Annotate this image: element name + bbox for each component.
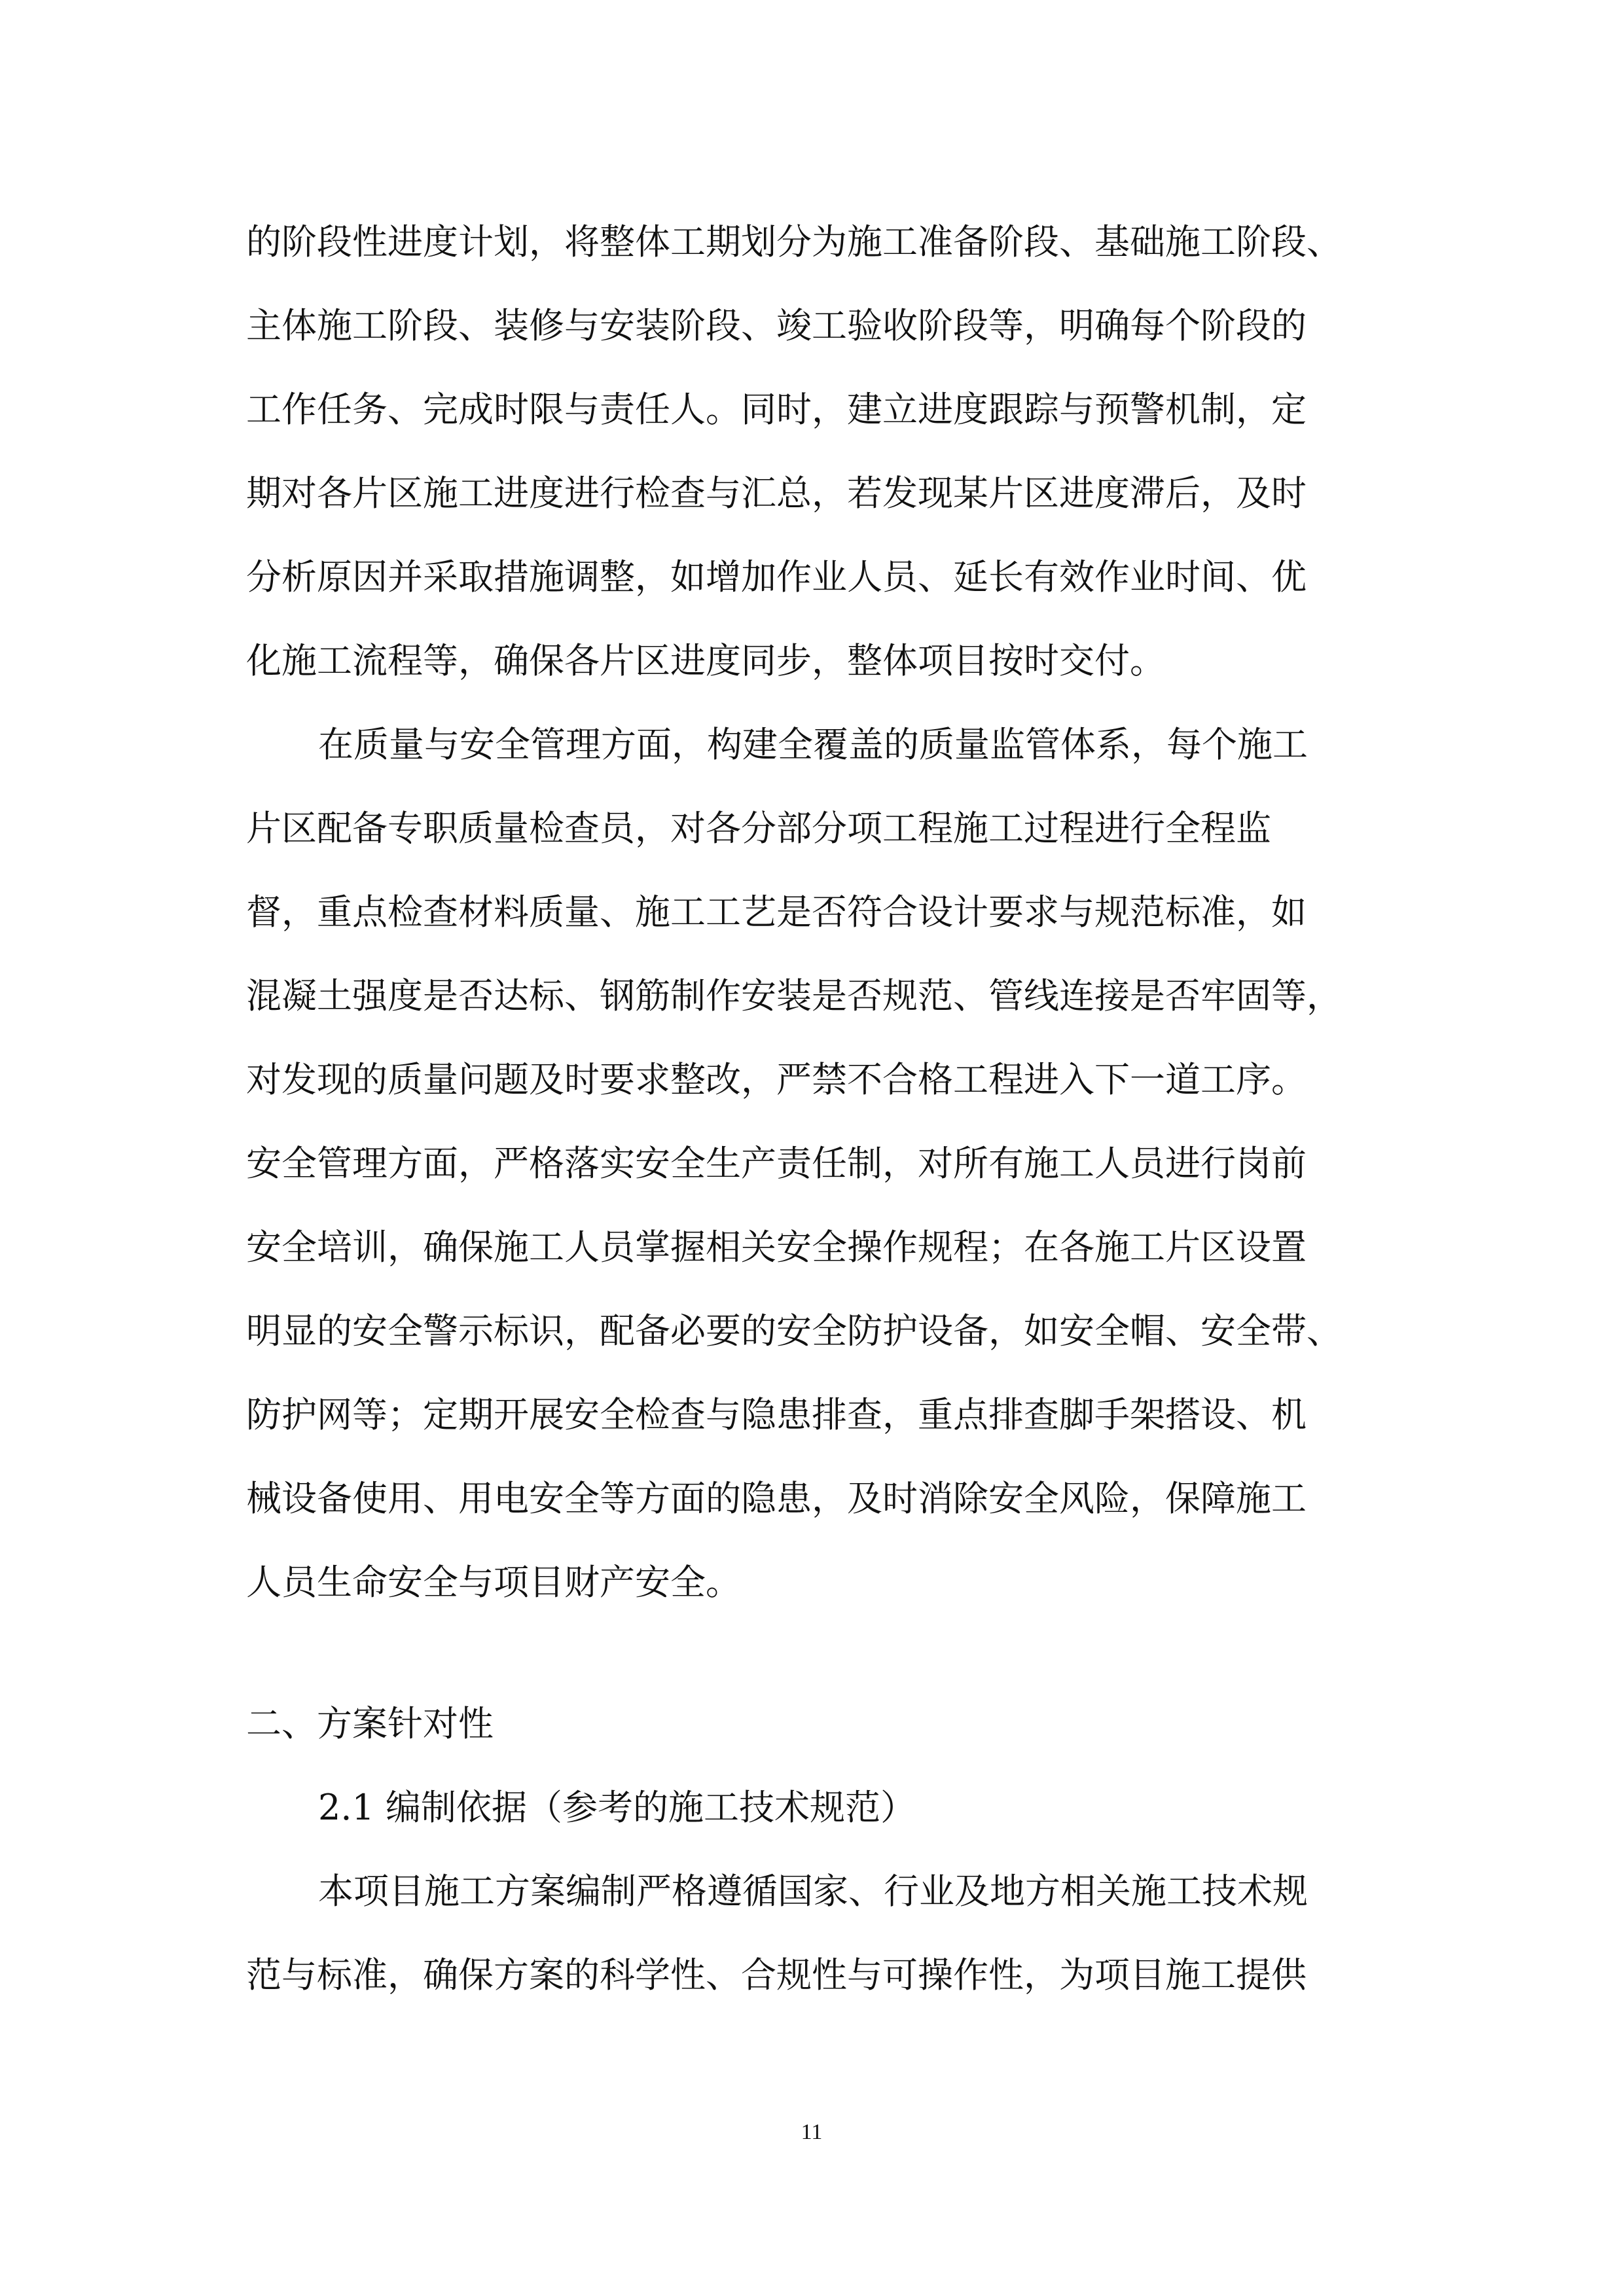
section-heading: 二、方案针对性 [246, 1703, 494, 1744]
subsection-heading: 2.1 编制依据（参考的施工技术规范） [318, 1787, 916, 1828]
page-number: 11 [801, 2120, 823, 2144]
paragraph-line: 械设备使用、用电安全等方面的隐患，及时消除安全风险，保障施工 [246, 1478, 1307, 1519]
paragraph-line: 在质量与安全管理方面，构建全覆盖的质量监管体系，每个施工 [318, 724, 1308, 765]
paragraph-line: 人员生命安全与项目财产安全。 [246, 1562, 741, 1603]
paragraph-line: 对发现的质量问题及时要求整改，严禁不合格工程进入下一道工序。 [246, 1059, 1307, 1100]
paragraph-line: 范与标准，确保方案的科学性、合规性与可操作性，为项目施工提供 [246, 1954, 1307, 1996]
paragraph-line: 安全管理方面，严格落实安全生产责任制，对所有施工人员进行岗前 [246, 1143, 1307, 1184]
paragraph-line: 明显的安全警示标识，配备必要的安全防护设备，如安全帽、安全带、 [246, 1310, 1342, 1352]
paragraph-line: 分析原因并采取措施调整，如增加作业人员、延长有效作业时间、优 [246, 556, 1307, 598]
paragraph-line: 混凝土强度是否达标、钢筋制作安装是否规范、管线连接是否牢固等， [246, 975, 1342, 1016]
paragraph-line: 本项目施工方案编制严格遵循国家、行业及地方相关施工技术规 [318, 1871, 1308, 1912]
paragraph-line: 安全培训，确保施工人员掌握相关安全操作规程；在各施工片区设置 [246, 1227, 1307, 1268]
paragraph-line: 期对各片区施工进度进行检查与汇总，若发现某片区进度滞后，及时 [246, 473, 1307, 514]
paragraph-line: 主体施工阶段、装修与安装阶段、竣工验收阶段等，明确每个阶段的 [246, 305, 1307, 346]
paragraph-line: 片区配备专职质量检查员，对各分部分项工程施工过程进行全程监 [246, 808, 1271, 849]
paragraph-line: 防护网等；定期开展安全检查与隐患排查，重点排查脚手架搭设、机 [246, 1394, 1307, 1435]
paragraph-line: 的阶段性进度计划，将整体工期划分为施工准备阶段、基础施工阶段、 [246, 221, 1342, 262]
paragraph-line: 工作任务、完成时限与责任人。同时，建立进度跟踪与预警机制，定 [246, 389, 1307, 430]
paragraph-line: 化施工流程等，确保各片区进度同步，整体项目按时交付。 [246, 640, 1165, 681]
paragraph-line: 督，重点检查材料质量、施工工艺是否符合设计要求与规范标准，如 [246, 891, 1307, 933]
